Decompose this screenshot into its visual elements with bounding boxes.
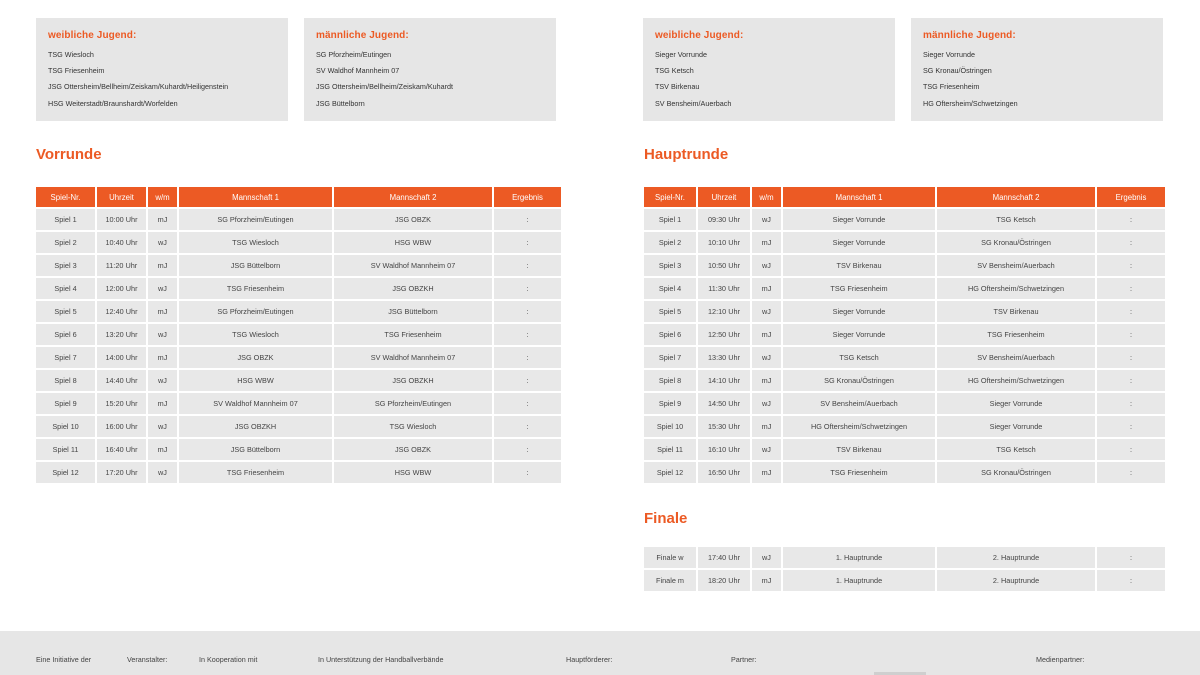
column-header-time: Uhrzeit [698,187,750,207]
cell-team-1: HSG WBW [179,370,332,391]
cell-time: 12:50 Uhr [698,324,750,345]
cell-result: : [494,439,561,460]
cell-result: : [494,324,561,345]
cell-game-number: Spiel 1 [36,209,95,230]
table-row [644,324,1165,345]
cell-result: : [1097,547,1165,568]
cell-time: 14:00 Uhr [97,347,146,368]
cell-team-2: HG Oftersheim/Schwetzingen [937,370,1095,391]
footer-label-initiative: Eine Initiative der [36,655,92,664]
team-box-hauptrunde-male [911,18,1163,121]
cell-team-2: SV Bensheim/Auerbach [937,255,1095,276]
cell-team-1: JSG OBZKH [179,416,332,437]
team-name: Sieger Vorrunde [923,50,975,59]
cell-game-number: Spiel 4 [644,278,696,299]
cell-gender: wJ [752,439,781,460]
cell-time: 10:40 Uhr [97,232,146,253]
cell-team-1: SV Bensheim/Auerbach [783,393,935,414]
cell-team-1: JSG Büttelborn [179,439,332,460]
cell-team-2: 2. Hauptrunde [937,570,1095,591]
cell-team-2: TSV Birkenau [937,301,1095,322]
cell-team-1: HG Oftersheim/Schwetzingen [783,416,935,437]
footer-label-organizer: Veranstalter: [127,655,168,664]
cell-game-number: Spiel 5 [36,301,95,322]
cell-time: 13:20 Uhr [97,324,146,345]
footer-label-main-sponsor: Hauptförderer: [566,655,613,664]
cell-result: : [494,301,561,322]
table-row [644,547,1165,568]
cell-game-number: Spiel 3 [644,255,696,276]
cell-game-number: Spiel 2 [644,232,696,253]
table-row [36,416,561,437]
cell-team-1: SG Kronau/Östringen [783,370,935,391]
cell-team-1: Sieger Vorrunde [783,209,935,230]
table-row [36,278,561,299]
column-header-team-1: Mannschaft 1 [179,187,332,207]
cell-team-2: JSG OBZKH [334,370,492,391]
team-name: Sieger Vorrunde [655,50,707,59]
section-title-finale: Finale [644,510,688,527]
box-title: weibliche Jugend: [48,30,137,41]
team-name: SG Pforzheim/Eutingen [316,50,392,59]
table-row [644,278,1165,299]
cell-team-2: SV Waldhof Mannheim 07 [334,347,492,368]
cell-time: 16:50 Uhr [698,462,750,483]
cell-team-2: SG Kronau/Östringen [937,232,1095,253]
cell-game-number: Spiel 8 [36,370,95,391]
cell-team-2: HG Oftersheim/Schwetzingen [937,278,1095,299]
cell-gender: wJ [752,255,781,276]
cell-team-1: TSV Birkenau [783,255,935,276]
cell-game-number: Spiel 2 [36,232,95,253]
box-title: weibliche Jugend: [655,30,744,41]
cell-team-1: TSG Wiesloch [179,232,332,253]
cell-game-number: Spiel 3 [36,255,95,276]
table-row [644,439,1165,460]
cell-time: 11:30 Uhr [698,278,750,299]
cell-time: 10:00 Uhr [97,209,146,230]
cell-team-1: TSG Friesenheim [179,278,332,299]
cell-team-2: TSG Ketsch [937,209,1095,230]
cell-gender: wJ [148,324,177,345]
table-row [644,232,1165,253]
cell-result: : [1097,393,1165,414]
cell-gender: mJ [752,278,781,299]
cell-team-1: SV Waldhof Mannheim 07 [179,393,332,414]
box-title: männliche Jugend: [923,30,1016,41]
cell-team-1: Sieger Vorrunde [783,232,935,253]
section-title-hauptrunde: Hauptrunde [644,146,729,163]
table-row [644,462,1165,483]
team-name: TSG Friesenheim [923,82,980,92]
cell-result: : [494,209,561,230]
table-row [644,255,1165,276]
cell-team-1: TSG Friesenheim [179,462,332,483]
cell-gender: wJ [752,301,781,322]
column-header-time: Uhrzeit [97,187,146,207]
team-name: SG Kronau/Östringen [923,66,992,76]
cell-time: 12:40 Uhr [97,301,146,322]
team-box-vorrunde-female [36,18,288,121]
cell-gender: mJ [148,439,177,460]
column-header-game-number: Spiel-Nr. [644,187,696,207]
cell-result: : [1097,255,1165,276]
cell-result: : [1097,462,1165,483]
cell-result: : [1097,416,1165,437]
cell-time: 11:20 Uhr [97,255,146,276]
footer-label-support: In Unterstützung der Handballverbände [318,655,444,664]
cell-team-2: SG Pforzheim/Eutingen [334,393,492,414]
cell-gender: mJ [752,462,781,483]
cell-team-2: 2. Hauptrunde [937,547,1095,568]
cell-time: 13:30 Uhr [698,347,750,368]
cell-result: : [1097,209,1165,230]
cell-gender: wJ [148,416,177,437]
team-name: SV Waldhof Mannheim 07 [316,66,400,76]
cell-team-2: JSG Büttelborn [334,301,492,322]
table-row [36,232,561,253]
team-name: JSG Büttelborn [316,98,365,108]
cell-gender: wJ [148,232,177,253]
cell-time: 14:10 Uhr [698,370,750,391]
cell-team-2: Sieger Vorrunde [937,416,1095,437]
table-row [644,416,1165,437]
cell-gender: wJ [752,347,781,368]
column-header-team-2: Mannschaft 2 [937,187,1095,207]
cell-gender: mJ [752,232,781,253]
cell-result: : [1097,301,1165,322]
cell-time: 16:10 Uhr [698,439,750,460]
table-header-row [36,187,561,207]
cell-team-2: SG Kronau/Östringen [937,462,1095,483]
table-row [644,570,1165,591]
cell-gender: mJ [752,570,781,591]
cell-game-number: Spiel 10 [36,416,95,437]
cell-gender: mJ [148,347,177,368]
cell-team-1: 1. Hauptrunde [783,547,935,568]
cell-time: 10:10 Uhr [698,232,750,253]
cell-game-number: Spiel 4 [36,278,95,299]
column-header-result: Ergebnis [494,187,561,207]
cell-team-1: JSG Büttelborn [179,255,332,276]
team-name: JSG Ottersheim/Bellheim/Zeiskam/Kuhardt [316,82,454,92]
cell-team-1: TSV Birkenau [783,439,935,460]
cell-time: 17:20 Uhr [97,462,146,483]
cell-result: : [1097,347,1165,368]
column-header-gender: w/m [148,187,177,207]
table-row [644,393,1165,414]
cell-game-number: Spiel 11 [644,439,696,460]
cell-time: 16:00 Uhr [97,416,146,437]
cell-game-number: Spiel 6 [36,324,95,345]
cell-time: 15:30 Uhr [698,416,750,437]
cell-gender: mJ [148,301,177,322]
footer-bar [0,631,1200,675]
cell-time: 12:00 Uhr [97,278,146,299]
team-name: TSG Ketsch [655,66,694,76]
table-header-row [644,187,1165,207]
cell-result: : [1097,324,1165,345]
team-name: HSG Weiterstadt/Braunshardt/Worfelden [48,98,178,108]
cell-team-2: TSG Friesenheim [937,324,1095,345]
cell-result: : [494,232,561,253]
team-name: SV Bensheim/Auerbach [655,98,732,108]
team-name: HG Oftersheim/Schwetzingen [923,98,1018,108]
cell-result: : [494,278,561,299]
cell-game-number: Spiel 5 [644,301,696,322]
cell-time: 17:40 Uhr [698,547,750,568]
cell-game-number: Spiel 1 [644,209,696,230]
cell-gender: mJ [752,370,781,391]
table-row [644,209,1165,230]
cell-result: : [1097,439,1165,460]
table-row [36,324,561,345]
team-name: JSG Ottersheim/Bellheim/Zeiskam/Kuhardt/Heiligenstein [48,82,229,92]
cell-gender: wJ [148,278,177,299]
cell-team-2: HSG WBW [334,232,492,253]
cell-game-number: Spiel 12 [36,462,95,483]
footer-label-media-partner: Medienpartner: [1036,655,1085,664]
cell-time: 14:50 Uhr [698,393,750,414]
cell-team-2: JSG OBZKH [334,278,492,299]
column-header-team-2: Mannschaft 2 [334,187,492,207]
cell-time: 16:40 Uhr [97,439,146,460]
cell-result: : [494,370,561,391]
cell-result: : [494,255,561,276]
cell-game-number: Finale w [644,547,696,568]
cell-game-number: Spiel 6 [644,324,696,345]
vorrunde-table [34,185,563,485]
team-name: TSG Wiesloch [48,50,94,59]
column-header-gender: w/m [752,187,781,207]
footer-label-partner: Partner: [731,655,757,664]
cell-result: : [494,462,561,483]
finale-table [642,545,1167,593]
cell-gender: wJ [752,393,781,414]
table-row [36,370,561,391]
cell-game-number: Spiel 12 [644,462,696,483]
cell-gender: wJ [752,209,781,230]
table-row [36,209,561,230]
column-header-result: Ergebnis [1097,187,1165,207]
cell-result: : [1097,370,1165,391]
cell-team-2: SV Waldhof Mannheim 07 [334,255,492,276]
table-row [644,301,1165,322]
table-row [644,347,1165,368]
cell-team-1: TSG Friesenheim [783,278,935,299]
cell-gender: mJ [752,416,781,437]
cell-gender: wJ [752,547,781,568]
cell-result: : [494,416,561,437]
cell-gender: mJ [148,393,177,414]
cell-result: : [1097,278,1165,299]
cell-game-number: Spiel 10 [644,416,696,437]
table-row [36,393,561,414]
cell-team-1: TSG Ketsch [783,347,935,368]
table-row [36,439,561,460]
cell-game-number: Spiel 9 [36,393,95,414]
cell-team-1: TSG Friesenheim [783,462,935,483]
cell-gender: mJ [752,324,781,345]
cell-time: 14:40 Uhr [97,370,146,391]
column-header-game-number: Spiel-Nr. [36,187,95,207]
footer-label-cooperation: In Kooperation mit [199,655,258,664]
team-box-hauptrunde-female [643,18,895,121]
cell-team-2: SV Bensheim/Auerbach [937,347,1095,368]
cell-result: : [1097,232,1165,253]
team-box-vorrunde-male [304,18,556,121]
cell-time: 15:20 Uhr [97,393,146,414]
cell-game-number: Spiel 8 [644,370,696,391]
cell-game-number: Spiel 11 [36,439,95,460]
cell-result: : [494,393,561,414]
table-row [36,301,561,322]
box-title: männliche Jugend: [316,30,409,41]
cell-team-2: TSG Friesenheim [334,324,492,345]
cell-gender: mJ [148,255,177,276]
table-row [36,347,561,368]
cell-team-1: JSG OBZK [179,347,332,368]
team-name: TSV Birkenau [655,82,700,92]
section-title-vorrunde: Vorrunde [36,146,102,163]
table-row [644,370,1165,391]
cell-gender: mJ [148,209,177,230]
cell-result: : [1097,570,1165,591]
cell-team-2: TSG Ketsch [937,439,1095,460]
column-header-team-1: Mannschaft 1 [783,187,935,207]
cell-gender: wJ [148,462,177,483]
cell-team-1: Sieger Vorrunde [783,324,935,345]
cell-time: 09:30 Uhr [698,209,750,230]
team-name: TSG Friesenheim [48,66,105,76]
table-row [36,255,561,276]
cell-team-1: Sieger Vorrunde [783,301,935,322]
cell-team-1: TSG Wiesloch [179,324,332,345]
cell-time: 18:20 Uhr [698,570,750,591]
hauptrunde-table [642,185,1167,485]
cell-team-1: SG Pforzheim/Eutingen [179,301,332,322]
cell-result: : [494,347,561,368]
cell-time: 10:50 Uhr [698,255,750,276]
cell-game-number: Spiel 7 [36,347,95,368]
cell-game-number: Spiel 7 [644,347,696,368]
cell-team-1: 1. Hauptrunde [783,570,935,591]
cell-team-1: SG Pforzheim/Eutingen [179,209,332,230]
cell-team-2: TSG Wiesloch [334,416,492,437]
table-row [36,462,561,483]
cell-team-2: JSG OBZK [334,439,492,460]
cell-team-2: HSG WBW [334,462,492,483]
cell-game-number: Spiel 9 [644,393,696,414]
cell-time: 12:10 Uhr [698,301,750,322]
cell-gender: wJ [148,370,177,391]
cell-team-2: Sieger Vorrunde [937,393,1095,414]
cell-team-2: JSG OBZK [334,209,492,230]
cell-game-number: Finale m [644,570,696,591]
